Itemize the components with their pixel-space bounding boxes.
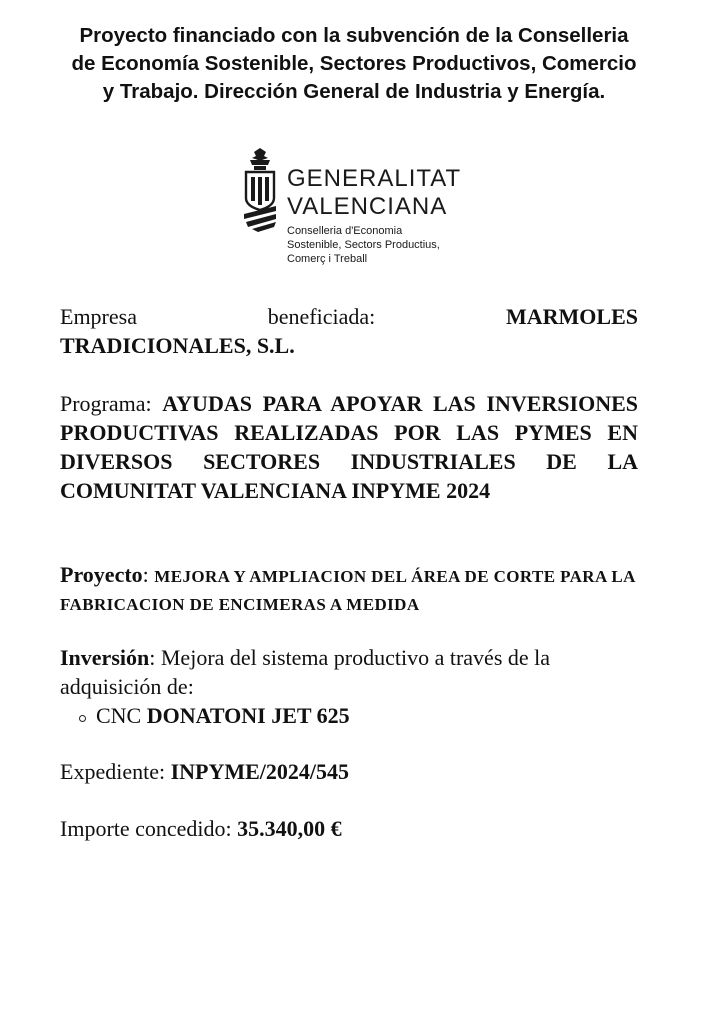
- header-line-1: Proyecto financiado con la subvención de la Conselleria: [79, 24, 629, 47]
- expediente-section: [60, 757, 638, 786]
- expediente-value: INPYME/2024/545: [170, 759, 350, 784]
- logo-name-line-1: GENERALITAT: [287, 165, 462, 192]
- programa-value: AYUDAS PARA APOYAR LAS INVERSIONES PRODUCTIVAS REALIZADAS POR LAS PYMES EN DIVERSOS SECTORES INDUSTRIALES DE LA COMUNITAT VALENCIANA INPYME 2024: [60, 391, 639, 503]
- inversion-item-prefix: CNC: [96, 703, 142, 728]
- programa-section: [60, 389, 638, 505]
- coat-of-arms-icon: [240, 148, 280, 234]
- inversion-label: Inversión: [60, 645, 150, 670]
- inversion-list-item: [79, 701, 350, 730]
- inversion-text: Mejora del sistema productivo a través de la adquisición de:: [60, 645, 551, 699]
- empresa-section: [60, 302, 638, 360]
- logo-sub-line-3: Comerç i Treball: [287, 253, 368, 265]
- programa-label: Programa:: [60, 391, 152, 416]
- importe-section: [60, 814, 638, 843]
- inversion-section: Inversión: Mejora del sistema productivo a través de la adquisición de:: [60, 645, 551, 699]
- logo-sub-line-1: Conselleria d'Economia: [287, 225, 403, 237]
- importe-label: Importe concedido:: [60, 816, 232, 841]
- empresa-value-part-1: MARMOLES: [506, 304, 638, 329]
- header-line-2: de Economía Sostenible, Sectores Productivos, Comercio: [71, 52, 637, 75]
- inversion-item-value: DONATONI JET 625: [146, 703, 350, 728]
- proyecto-value: MEJORA Y AMPLIACION DEL ÁREA DE CORTE PARA LA FABRICACION DE ENCIMERAS A MEDIDA: [60, 567, 635, 614]
- importe-value: 35.340,00 €: [237, 816, 342, 841]
- logo-name-line-2: VALENCIANA: [287, 193, 448, 220]
- expediente-label: Expediente:: [60, 759, 166, 784]
- funding-header: [40, 22, 668, 106]
- logo-sub-line-2: Sostenible, Sectors Productius,: [287, 239, 440, 251]
- proyecto-section: Proyecto: MEJORA Y AMPLIACION DEL ÁREA DE CORTE PARA LA FABRICACION DE ENCIMERAS A MEDIDA: [60, 562, 635, 614]
- header-line-3: y Trabajo. Dirección General de Industria y Energía.: [102, 80, 606, 103]
- empresa-value-part-2: TRADICIONALES, S.L.: [60, 333, 295, 358]
- proyecto-label: Proyecto: [60, 562, 143, 587]
- empresa-label-2: beneficiada:: [267, 304, 376, 329]
- empresa-label: Empresa: [60, 304, 137, 329]
- generalitat-valenciana-logo: [240, 148, 480, 268]
- hollow-bullet-icon: [79, 715, 86, 722]
